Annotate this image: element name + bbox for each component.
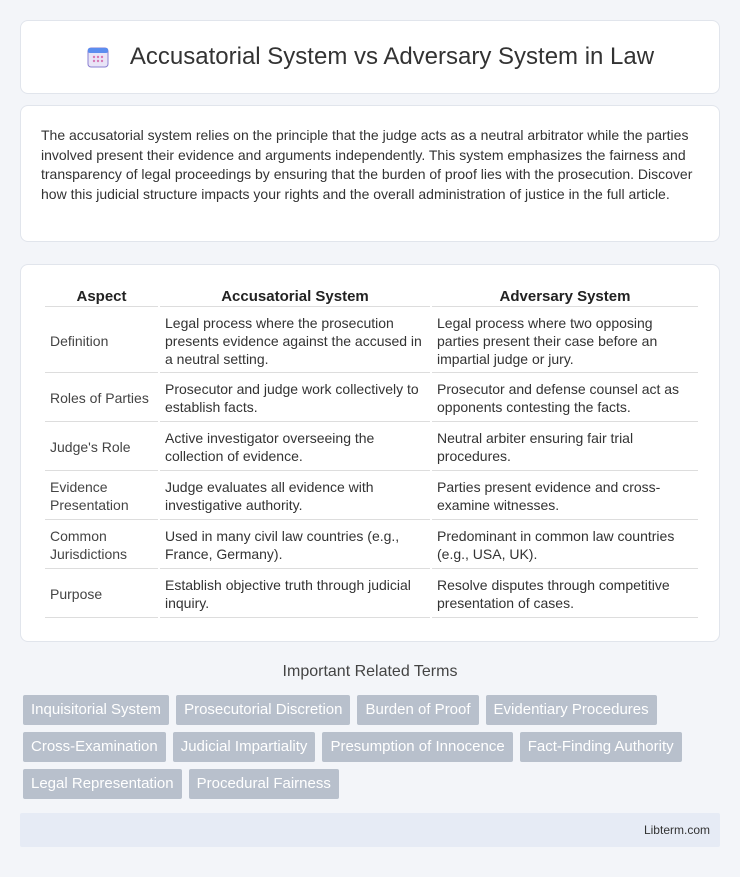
table-cell: Roles of Parties xyxy=(45,375,158,422)
table-cell: Purpose xyxy=(45,571,158,618)
calendar-icon xyxy=(86,45,110,69)
table-row xyxy=(45,424,698,471)
related-term-tag[interactable]: Cross-Examination xyxy=(23,732,166,762)
table-cell: Prosecutor and judge work collectively to establish facts. xyxy=(160,375,430,422)
table-cell: Judge's Role xyxy=(45,424,158,471)
intro-card xyxy=(20,105,720,242)
related-terms-title: Important Related Terms xyxy=(282,663,458,680)
related-term-tag[interactable]: Procedural Fairness xyxy=(189,769,339,799)
table-row xyxy=(45,375,698,422)
related-terms-list xyxy=(23,695,713,799)
intro-text: The accusatorial system relies on the principle that the judge acts as a neutral arbitrator while the parties involved present their evidence and arguments independently. This system emphasizes the fairness and transparency of legal proceedings by ensuring that the burden of proof lies with the prosecution. Discover how this judicial structure impacts your rights and the overall administration of justice in the full article. xyxy=(41,127,693,202)
table-cell: Resolve disputes through competitive presentation of cases. xyxy=(432,571,698,618)
related-term-tag[interactable]: Fact-Finding Authority xyxy=(520,732,682,762)
table-cell: Common Jurisdictions xyxy=(45,522,158,569)
column-header: Adversary System xyxy=(432,287,698,307)
table-cell: Establish objective truth through judicial inquiry. xyxy=(160,571,430,618)
table-row xyxy=(45,473,698,520)
related-term-tag[interactable]: Prosecutorial Discretion xyxy=(176,695,350,725)
table-header-row xyxy=(45,287,698,307)
related-term-tag[interactable]: Legal Representation xyxy=(23,769,182,799)
table-cell: Active investigator overseeing the collection of evidence. xyxy=(160,424,430,471)
table-cell: Neutral arbiter ensuring fair trial procedures. xyxy=(432,424,698,471)
table-cell: Evidence Presentation xyxy=(45,473,158,520)
table-cell: Legal process where two opposing parties present their case before an impartial judge or jury. xyxy=(432,309,698,373)
table-cell: Judge evaluates all evidence with investigative authority. xyxy=(160,473,430,520)
related-term-tag[interactable]: Judicial Impartiality xyxy=(173,732,316,762)
footer-site-link[interactable]: Libterm.com xyxy=(643,823,710,837)
table-cell: Parties present evidence and cross-examine witnesses. xyxy=(432,473,698,520)
header-card xyxy=(20,20,720,94)
column-header: Accusatorial System xyxy=(160,287,430,307)
table-cell: Definition xyxy=(45,309,158,373)
related-term-tag[interactable]: Burden of Proof xyxy=(357,695,478,725)
column-header: Aspect xyxy=(45,287,158,307)
table-cell: Predominant in common law countries (e.g., USA, UK). xyxy=(432,522,698,569)
table-cell: Prosecutor and defense counsel act as opponents contesting the facts. xyxy=(432,375,698,422)
table-row xyxy=(45,522,698,569)
related-term-tag[interactable]: Inquisitorial System xyxy=(23,695,169,725)
table-cell: Legal process where the prosecution presents evidence against the accused in a neutral setting. xyxy=(160,309,430,373)
related-term-tag[interactable]: Presumption of Innocence xyxy=(322,732,512,762)
comparison-table-card xyxy=(20,264,720,642)
comparison-table xyxy=(43,285,700,620)
footer xyxy=(20,813,720,847)
table-cell: Used in many civil law countries (e.g., France, Germany). xyxy=(160,522,430,569)
page-title: Accusatorial System vs Adversary System in Law xyxy=(129,43,655,70)
table-row xyxy=(45,571,698,618)
related-term-tag[interactable]: Evidentiary Procedures xyxy=(486,695,657,725)
table-row xyxy=(45,309,698,373)
